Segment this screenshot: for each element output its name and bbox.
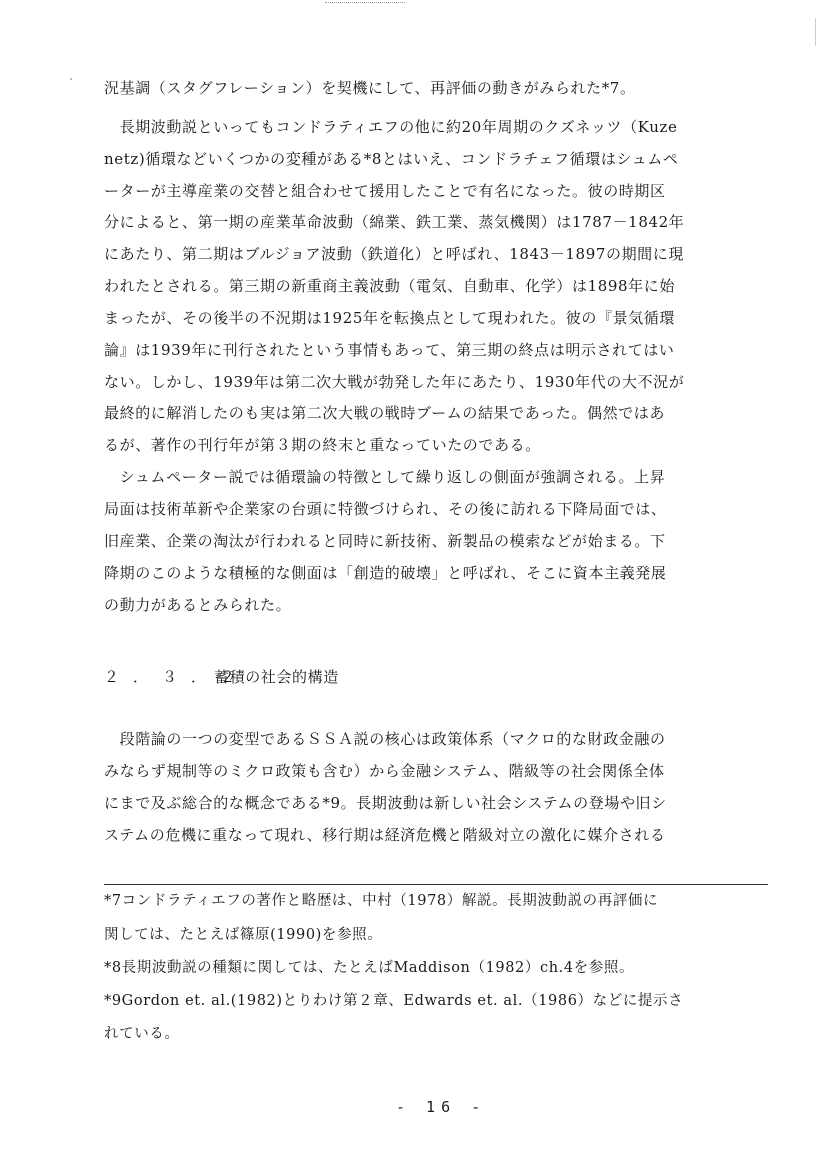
body-line: 況基調（スタグフレーション）を契機にして、再評価の動きがみられた*7。 (104, 79, 636, 97)
body-line: 降期のこのような積極的な側面は「創造的破壊」と呼ばれ、そこに資本主義発展 (104, 564, 667, 582)
body-line: 局面は技術革新や企業家の台頭に特徴づけられ、その後に訪れる下降局面では、 (104, 500, 667, 518)
body-line: netz)循環などいくつかの変種がある*8とはいえ、コンドラチェフ循環はシュムペ (104, 150, 679, 168)
scan-artifact (70, 78, 72, 80)
section-line: にまで及ぶ総合的な概念である*9。長期波動は新しい社会システムの登場や旧シ (104, 794, 667, 812)
section-line: 段階論の一つの変型であるＳＳＡ説の核心は政策体系（マクロ的な財政金融の (104, 730, 666, 748)
body-line: にあたり、第二期はブルジョア波動（鉄道化）と呼ばれ、1843－1897の期間に現 (104, 245, 684, 263)
section-heading (104, 666, 339, 687)
scan-artifact (815, 18, 816, 46)
body-line: 長期波動説といってもコンドラティエフの他に約20年周期のクズネッツ（Kuze (104, 118, 678, 136)
body-line: 論』は1939年に刊行されたという事情もあって、第三期の終点は明示されてはい (104, 341, 675, 359)
body-line: まったが、その後半の不況期は1925年を転換点として現われた。彼の『景気循環 (104, 309, 675, 327)
body-line: の動力があるとみられた。 (104, 596, 292, 614)
footnote-line: 関しては、たとえば篠原(1990)を参照。 (104, 927, 383, 943)
section-title: 蓄積の社会的構造 (214, 668, 339, 686)
body-line: 分によると、第一期の産業革命波動（綿業、鉄工業、蒸気機関）は1787－1842年 (104, 213, 685, 231)
body-line: ーターが主導産業の交替と組合わせて援用したことで有名になった。彼の時期区 (104, 182, 666, 200)
footnote-line: れている。 (104, 1026, 180, 1042)
body-line: ない。しかし、1939年は第二次大戦が勃発した年にあたり、1930年代の大不況が (104, 373, 685, 391)
section-line: ステムの危機に重なって現れ、移行期は経済危機と階級対立の激化に媒介される (104, 826, 666, 844)
footnote-line: *9Gordon et. al.(1982)とりわけ第２章、Edwards et. al.（1986）などに提示さ (104, 993, 684, 1009)
body-line: われたとされる。第三期の新重商主義波動（電気、自動車、化学）は1898年に始 (104, 277, 675, 295)
body-line: シュムペーター説では循環論の特徴として繰り返しの側面が強調される。上昇 (104, 468, 666, 486)
scan-artifact (325, 2, 405, 5)
footnote-separator (104, 884, 768, 885)
footnote-line: *8長期波動説の種類に関しては、たとえばMaddison（1982）ch.4を参照。 (104, 960, 635, 976)
footnote-line: *7コンドラティエフの著作と略歴は、中村（1978）解説。長期波動説の再評価に (104, 893, 659, 909)
body-line: るが、著作の刊行年が第３期の終末と重なっていたのである。 (104, 436, 541, 454)
body-line: 最終的に解消したのも実は第二次大戦の戦時ブームの結果であった。偶然ではあ (104, 404, 666, 422)
section-number: ２．３．２ (104, 668, 250, 686)
body-line: 旧産業、企業の淘汰が行われると同時に新技術、新製品の模索などが始まる。下 (104, 532, 666, 550)
section-line: みならず規制等のミクロ政策も含む）から金融システム、階級等の社会関係全体 (104, 762, 665, 780)
page-number: - 16 - (396, 1098, 487, 1116)
